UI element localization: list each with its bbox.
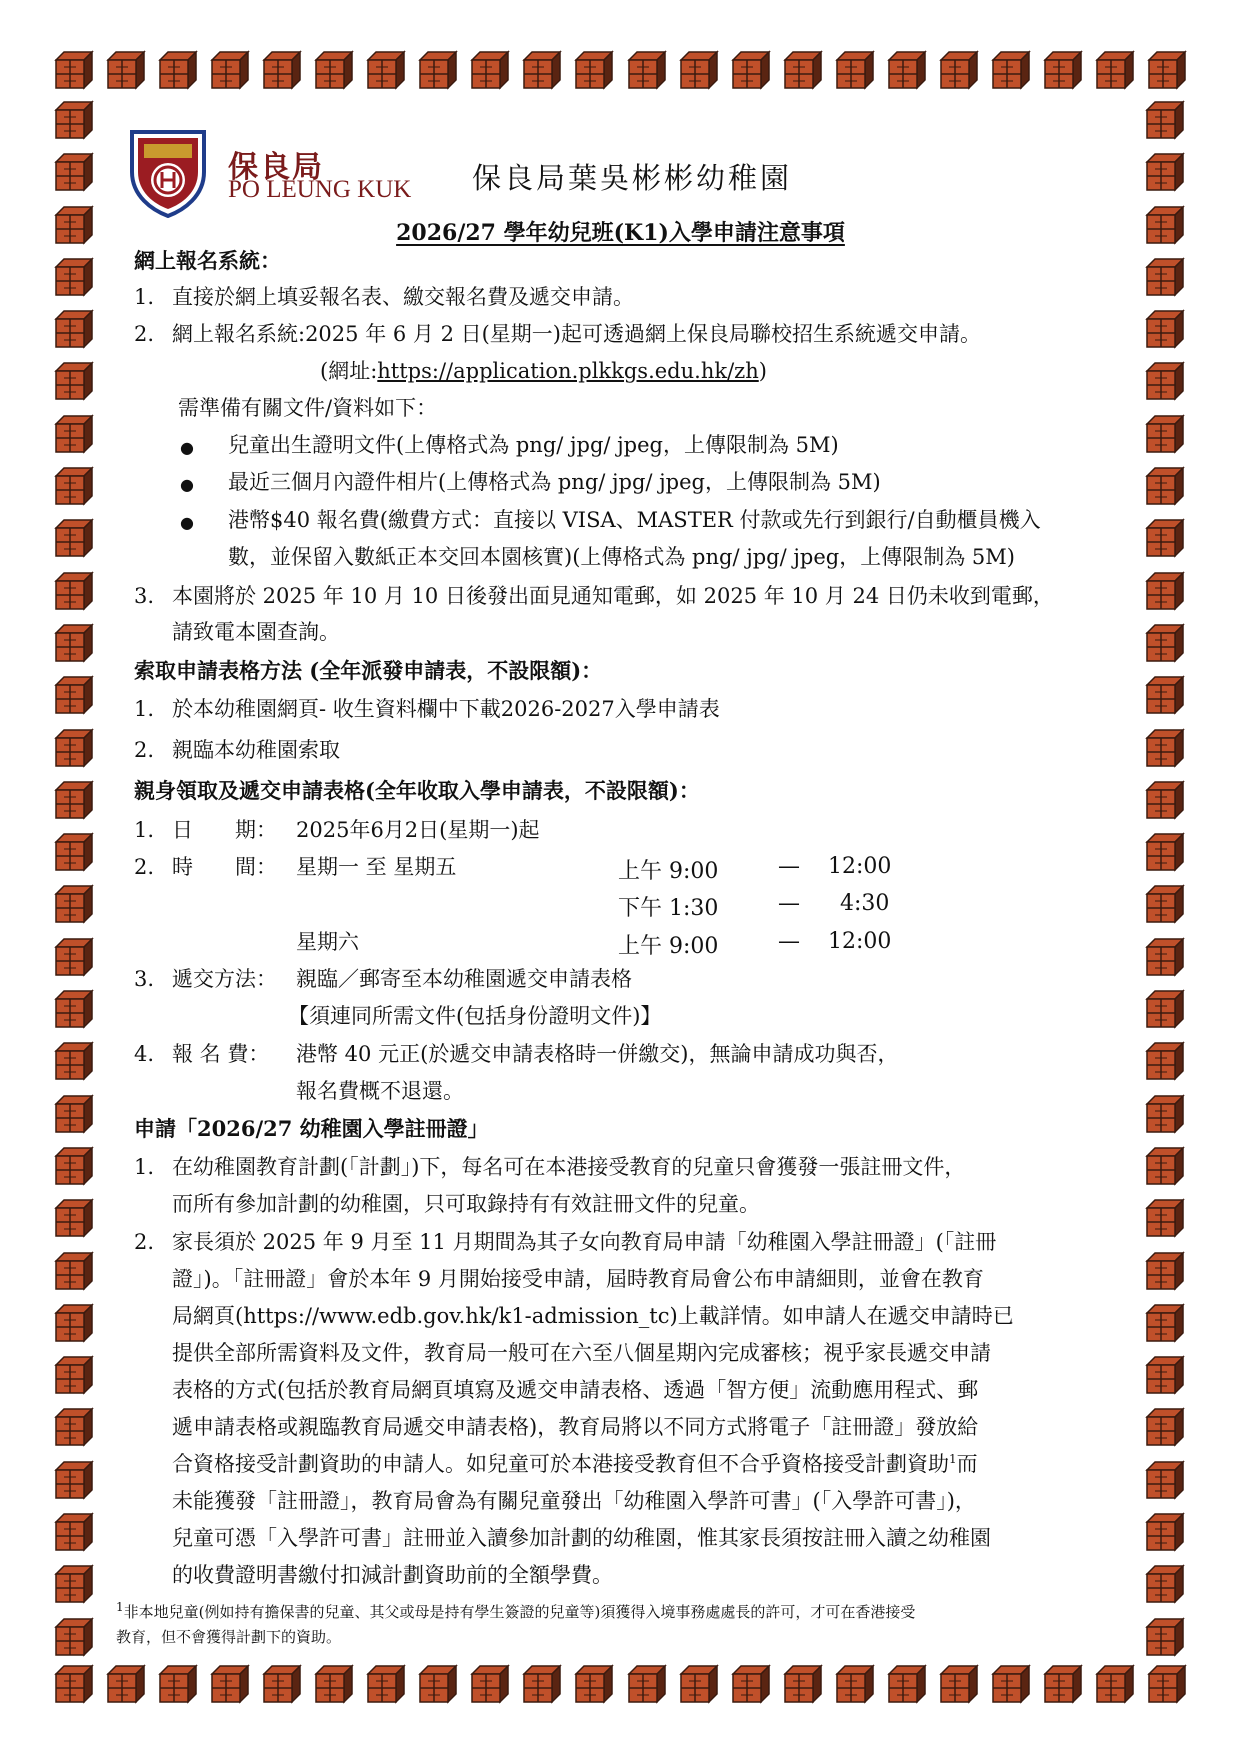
border-box-icon [1145,309,1185,349]
border-box-icon [54,1094,94,1134]
border-box-icon [54,675,94,715]
border-box-icon [54,1460,94,1500]
time-num: 2. [134,855,155,879]
online-item2-num: 2. [134,322,155,346]
bullet-dot: ● [180,513,194,532]
border-box-icon [835,1664,875,1704]
reg-item2-line: 未能獲發「註冊證」，教育局會為有關兒童發出「幼稚園入學許可書」(「入學許可書」)， [172,1489,976,1513]
registration-heading: 申請「2026/27 幼稚園入學註冊證」 [134,1116,489,1141]
doc-bullet-3a: 港幣$40 報名費(繳費方式：直接以 VISA、MASTER 付款或先行到銀行/自動櫃員機入 [228,508,1041,532]
border-box-icon [106,1664,146,1704]
border-box-icon [54,832,94,872]
border-box-icon [54,257,94,297]
border-box-icon [1145,1198,1185,1238]
border-box-icon [262,1664,302,1704]
bullet-dot: ● [180,438,194,457]
border-box-icon [1145,466,1185,506]
inperson-heading: 親身領取及遞交申請表格(全年收取入學申請表，不設限額)： [134,778,700,803]
online-item3a: 本園將於 2025 年 10 月 10 日後發出面見通知電郵，如 2025 年 10 月 24 日仍未收到電郵， [172,584,1054,608]
border-box-icon [54,1512,94,1552]
border-box-icon [54,571,94,611]
org-name-zh: 保良局 [228,150,324,185]
slot-2-end: 4:30 [840,891,890,916]
border-box-icon [54,1303,94,1343]
reg-item2-num: 2. [134,1230,155,1254]
border-box-icon [1145,1617,1185,1657]
date-value: 2025年6月2日(星期一)起 [296,818,540,842]
border-box-icon [54,1355,94,1395]
border-box-icon [54,1146,94,1186]
obtain-item2-num: 2. [134,738,155,762]
reg-item1-line: 在幼稚園教育計劃(「計劃」)下，每名可在本港接受教育的兒童只會獲發一張註冊文件， [172,1155,966,1179]
border-box-icon [1145,989,1185,1029]
border-box-icon [783,50,823,90]
border-box-icon [1145,1407,1185,1447]
footnote-ref: 1 [949,1452,957,1466]
online-url-line [320,359,767,384]
border-box-icon [1145,1146,1185,1186]
online-item1: 直接於網上填妥報名表、繳交報名費及遞交申請。 [172,285,634,309]
fee-num: 4. [134,1042,155,1066]
border-box-icon [1145,1564,1185,1604]
border-box-icon [1095,50,1135,90]
border-box-icon [1145,1251,1185,1291]
footnote-line-1 [116,1600,915,1622]
doc-bullet-2: 最近三個月內證件相片(上傳格式為 png/ jpg/ jpeg，上傳限制為 5M) [228,470,881,494]
slot-2-start: 下午 1:30 [618,896,719,921]
border-bottom [54,1664,1187,1706]
border-box-icon [887,50,927,90]
docs-intro: 需準備有關文件/資料如下： [178,396,438,420]
online-item3b: 請致電本園查詢。 [172,620,340,644]
border-box-icon [679,1664,719,1704]
border-box-icon [1145,623,1185,663]
border-box-icon [1145,832,1185,872]
weekday-range: 星期一 至 星期五 [296,855,457,879]
border-box-icon [54,989,94,1029]
application-url-link[interactable]: https://application.plkkgs.edu.hk/zh [377,359,759,383]
border-box-icon [731,1664,771,1704]
reg-item2-line: 家長須於 2025 年 9 月至 11 月期間為其子女向教育局申請「幼稚園入學註冊證」(「註冊 [172,1230,997,1254]
border-box-icon [54,100,94,140]
reg-item2-line: 遞申請表格或親臨教育局遞交申請表格)，教育局將以不同方式將電子「註冊證」發放給 [172,1415,979,1439]
fee-note: 報名費概不退還。 [296,1079,464,1103]
border-box-icon [1145,361,1185,401]
obtain-item1: 於本幼稚園網頁- 收生資料欄中下載2026-2027入學申請表 [172,697,720,721]
border-box-icon [54,1617,94,1657]
bullet-dot: ● [180,475,194,494]
slot-2-dash: — [778,891,800,916]
reg-item1-num: 1. [134,1155,155,1179]
border-box-icon [939,50,979,90]
border-box-icon [887,1664,927,1704]
border-box-icon [522,50,562,90]
border-box-icon [54,50,94,90]
border-right [1145,100,1187,1657]
border-box-icon [54,518,94,558]
submit-label: 遞交方法： [172,967,277,991]
slot-3-end: 12:00 [828,929,892,954]
border-box-icon [54,1664,94,1704]
doc-bullet-1: 兒童出生證明文件(上傳格式為 png/ jpg/ jpeg，上傳限制為 5M) [228,433,839,457]
border-box-icon [1145,937,1185,977]
border-box-icon [679,50,719,90]
doc-bullet-3b: 數，並保留入數紙正本交回本園核實)(上傳格式為 png/ jpg/ jpeg，上傳限制為 5M) [228,545,1015,569]
url-suffix: ) [758,359,767,383]
submit-num: 3. [134,967,155,991]
border-box-icon [54,1564,94,1604]
border-box-icon [366,50,406,90]
border-box-icon [314,50,354,90]
obtain-heading: 索取申請表格方法 (全年派發申請表，不設限額)： [134,658,603,683]
border-box-icon [158,1664,198,1704]
border-box-icon [1145,257,1185,297]
reg-item2-line: 局網頁(https://www.edb.gov.hk/k1-admission_tc)上載詳情。如申請人在遞交申請時已 [172,1304,1014,1328]
border-box-icon [54,309,94,349]
saturday-label: 星期六 [296,930,359,954]
border-box-icon [54,414,94,454]
border-box-icon [522,1664,562,1704]
slot-3-start: 上午 9:00 [618,934,719,959]
border-box-icon [106,50,146,90]
border-box-icon [418,1664,458,1704]
border-box-icon [470,50,510,90]
reg-item2-line: 表格的方式(包括於教育局網頁填寫及遞交申請表格、透過「智方便」流動應用程式、郵 [172,1378,979,1402]
document-title: 2026/27 學年幼兒班(K1)入學申請注意事項 [396,220,845,246]
border-box-icon [470,1664,510,1704]
border-box-icon [1145,152,1185,192]
border-box-icon [54,780,94,820]
border-box-icon [1145,1355,1185,1395]
reg-item2-line: 兒童可憑「入學許可書」註冊並入讀參加計劃的幼稚園，惟其家長須按註冊入讀之幼稚園 [172,1526,991,1550]
fee-label: 報 名 費： [172,1042,270,1066]
border-box-icon [835,50,875,90]
school-name: 保良局葉吳彬彬幼稚園 [472,161,793,195]
border-box-icon [1145,414,1185,454]
submit-value: 親臨／郵寄至本幼稚園遞交申請表格 [296,967,632,991]
border-box-icon [158,50,198,90]
border-box-icon [574,50,614,90]
slot-1-start: 上午 9:00 [618,859,719,884]
border-box-icon [627,1664,667,1704]
border-left [54,100,96,1657]
online-item2: 網上報名系統:2025 年 6 月 2 日(星期一)起可透過網上保良局聯校招生系統遞交申請。 [172,322,981,346]
online-item1-num: 1. [134,285,155,309]
border-box-icon [210,1664,250,1704]
border-box-icon [1145,1512,1185,1552]
reg-item2-line: 的收費證明書繳付扣減計劃資助前的全額學費。 [172,1563,613,1587]
po-leung-kuk-logo [122,126,214,218]
footnote-mark: 1 [116,1600,124,1614]
org-name-en: PO LEUNG KUK [228,176,412,203]
border-top [54,50,1187,92]
border-box-icon [1145,571,1185,611]
footnote-text-1: 非本地兒童(例如持有擔保書的兒童、其父或母是持有學生簽證的兒童等)須獲得入境事務處處長的許可，才可在香港接受 [123,1603,916,1621]
border-box-icon [366,1664,406,1704]
border-box-icon [1145,1041,1185,1081]
border-box-icon [1145,884,1185,924]
border-box-icon [54,1251,94,1291]
reg-item2-line: 證」)。「註冊證」會於本年 9 月開始接受申請，屆時教育局會公布申請細則，並會在教育 [172,1267,984,1291]
obtain-item1-num: 1. [134,697,155,721]
reg-item2-line [172,1452,978,1477]
border-box-icon [54,152,94,192]
slot-1-end: 12:00 [828,854,892,879]
border-box-icon [54,728,94,768]
fee-value: 港幣 40 元正(於遞交申請表格時一併繳交)，無論申請成功與否， [296,1042,899,1066]
date-num: 1. [134,818,155,842]
border-box-icon [1145,1094,1185,1134]
slot-3-dash: — [778,929,800,954]
border-box-icon [1147,50,1187,90]
obtain-item2: 親臨本幼稚園索取 [172,738,340,762]
border-box-icon [1145,1460,1185,1500]
border-box-icon [1095,1664,1135,1704]
border-box-icon [262,50,302,90]
border-box-icon [1145,518,1185,558]
border-box-icon [418,50,458,90]
date-label: 日 期： [172,818,277,842]
slot-1-dash: — [778,854,800,879]
border-box-icon [939,1664,979,1704]
border-box-icon [54,466,94,506]
border-box-icon [627,50,667,90]
border-box-icon [54,884,94,924]
border-box-icon [1043,1664,1083,1704]
border-box-icon [783,1664,823,1704]
online-heading: 網上報名系統： [134,248,281,273]
url-prefix: (網址: [320,359,378,383]
border-box-icon [991,1664,1031,1704]
border-box-icon [1145,728,1185,768]
border-box-icon [54,1041,94,1081]
border-box-icon [210,50,250,90]
border-box-icon [54,623,94,663]
border-box-icon [1145,1303,1185,1343]
border-box-icon [991,50,1031,90]
border-box-icon [1145,100,1185,140]
border-box-icon [1145,780,1185,820]
reg-line7-text: 合資格接受計劃資助的申請人。如兒童可於本港接受教育但不合乎資格接受計劃資助 [172,1452,949,1476]
border-box-icon [1043,50,1083,90]
border-box-icon [731,50,771,90]
footnote-line-2: 教育，但不會獲得計劃下的資助。 [116,1628,342,1646]
border-box-icon [54,1198,94,1238]
time-label: 時 間： [172,855,277,879]
border-box-icon [1145,675,1185,715]
reg-line7-tail: 而 [956,1452,978,1476]
submit-note: 【須連同所需文件(包括身份證明文件)】 [288,1004,662,1028]
online-item3-num: 3. [134,584,155,608]
border-box-icon [314,1664,354,1704]
border-box-icon [54,937,94,977]
border-box-icon [1147,1664,1187,1704]
reg-item1-line: 而所有參加計劃的幼稚園，只可取錄持有有效註冊文件的兒童。 [172,1192,760,1216]
reg-item2-line: 提供全部所需資料及文件，教育局一般可在六至八個星期內完成審核；視乎家長遞交申請 [172,1341,991,1365]
border-box-icon [54,361,94,401]
border-box-icon [574,1664,614,1704]
border-box-icon [54,1407,94,1447]
